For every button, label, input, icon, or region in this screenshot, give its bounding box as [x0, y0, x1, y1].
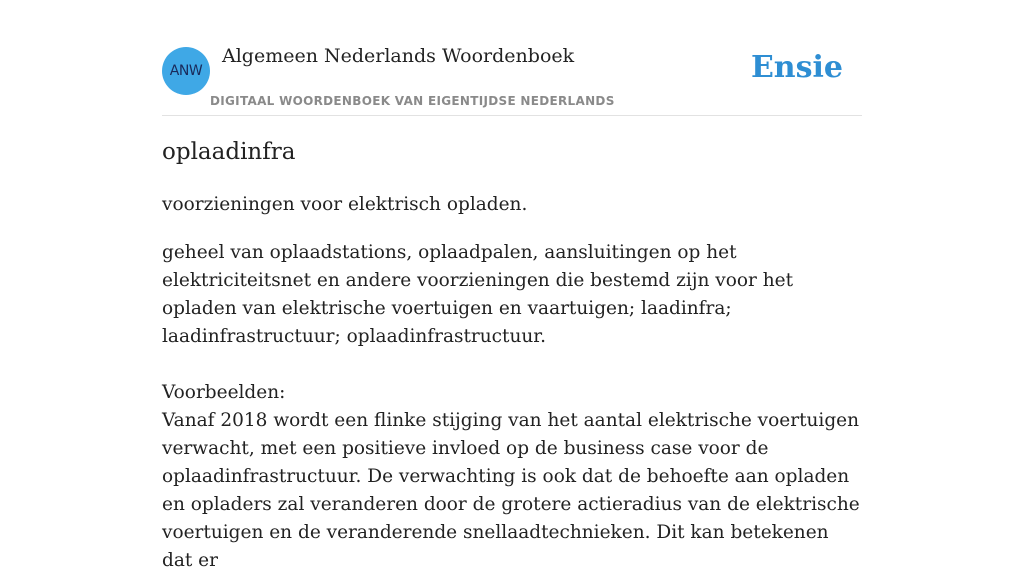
site-header	[162, 0, 862, 116]
ensie-brand-link[interactable]: Ensie	[750, 50, 843, 85]
anw-logo-text: ANW	[169, 63, 203, 79]
long-definition-block	[162, 239, 862, 575]
long-definition: geheel van oplaadstations, oplaadpalen, aansluitingen op het elektriciteitsnet en andere voorzieningen die bestemd zijn voor het opladen van elektrische voertuigen en vaartuigen; laadinfra; laadinfrastructuur; oplaadinfrastructuur.	[162, 242, 794, 347]
headword: oplaadinfra	[162, 139, 296, 165]
examples-label: Voorbeelden:	[162, 382, 286, 403]
short-definition: voorzieningen voor elektrisch opladen.	[162, 194, 528, 215]
example-text: Vanaf 2018 wordt een flinke stijging van het aantal elektrische voertuigen verwacht, met een positieve invloed op de business case voor de oplaadinfrastructuur. De verwachting is ook dat de behoefte aan opladen en opladers zal veranderen door de grotere actieradius van de elektrische voertuigen en de veranderende snellaadtechnieken. Dit kan betekenen dat er	[162, 410, 860, 571]
anw-logo[interactable]	[162, 47, 210, 95]
entry-card	[162, 0, 862, 571]
site-subtitle: DIGITAAL WOORDENBOEK VAN EIGENTIJDSE NEDERLANDS	[210, 94, 615, 108]
site-title[interactable]: Algemeen Nederlands Woordenboek	[222, 45, 575, 67]
